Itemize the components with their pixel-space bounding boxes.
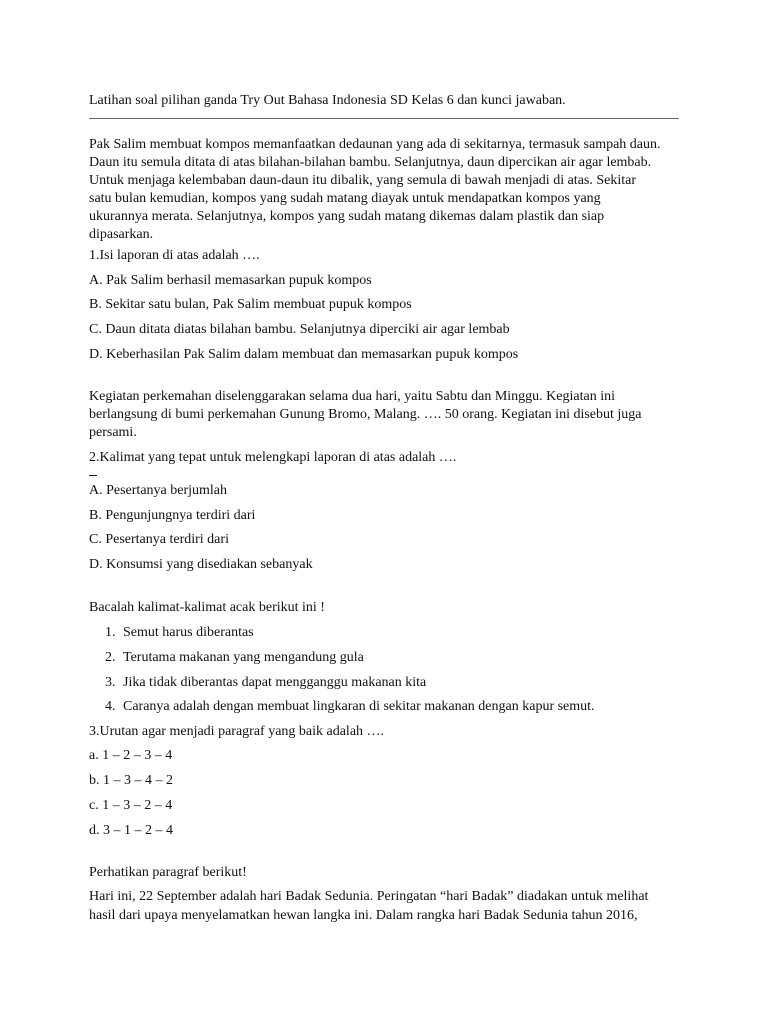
q3-option-b: b. 1 – 3 – 4 – 2 bbox=[89, 773, 173, 788]
sentence-number: 3. bbox=[105, 675, 116, 690]
q3-option-d: d. 3 – 1 – 2 – 4 bbox=[89, 823, 173, 838]
q2-option-d: D. Konsumsi yang disediakan sebanyak bbox=[89, 557, 313, 572]
passage-4-line: Hari ini, 22 September adalah hari Badak Sedunia. Peringatan “hari Badak” diadakan untuk melihat bbox=[89, 889, 649, 904]
q2-option-a: A. Pesertanya berjumlah bbox=[89, 483, 228, 498]
q3-option-c: c. 1 – 3 – 2 – 4 bbox=[89, 798, 173, 813]
q1-option-d: D. Keberhasilan Pak Salim dalam membuat dan memasarkan pupuk kompos bbox=[89, 347, 519, 362]
section-4-intro: Perhatikan paragraf berikut! bbox=[89, 865, 247, 880]
question-3: 3.Urutan agar menjadi paragraf yang baik adalah …. bbox=[89, 724, 385, 739]
question-2: 2.Kalimat yang tepat untuk melengkapi laporan di atas adalah …. bbox=[89, 450, 457, 465]
passage-2: Kegiatan perkemahan diselenggarakan selama dua hari, yaitu Sabtu dan Minggu. Kegiatan ini berlangsung di bumi perkemahan Gunung Bromo, Malang. …. 50 orang. Kegiatan ini disebut juga persami. bbox=[89, 389, 642, 440]
q3-option-a: a. 1 – 2 – 3 – 4 bbox=[89, 748, 173, 763]
sentence-number: 1. bbox=[105, 625, 116, 640]
passage-1: Pak Salim membuat kompos memanfaatkan dedaunan yang ada di sekitarnya, termasuk sampah daun. Daun itu semula ditata di atas bilahan-bilahan bambu. Selanjutnya, daun dipercikan air agar lembab. Untuk menjaga kelembaban daun-daun itu dibalik, yang semula di bawah menjadi di atas. Sekitar satu bulan kemudian, kompos yang sudah matang diayak untuk mendapatkan kompos yang ukurannya merata. Selanjutnya, kompos yang sudah matang dikemas dalam plastik dan siap dipasarkan. bbox=[89, 137, 661, 242]
sentence-number: 2. bbox=[105, 650, 116, 665]
sentence-text: Jika tidak diberantas dapat mengganggu makanan kita bbox=[123, 675, 427, 690]
sentence-text: Semut harus diberantas bbox=[123, 625, 254, 640]
q1-option-b: B. Sekitar satu bulan, Pak Salim membuat pupuk kompos bbox=[89, 297, 412, 312]
q1-option-c: C. Daun ditata diatas bilahan bambu. Selanjutnya diperciki air agar lembab bbox=[89, 322, 510, 337]
question-1: 1.Isi laporan di atas adalah …. bbox=[89, 248, 260, 263]
sentence-text: Caranya adalah dengan membuat lingkaran di sekitar makanan dengan kapur semut. bbox=[123, 699, 595, 714]
title-divider bbox=[89, 118, 679, 119]
sentence-number: 4. bbox=[105, 699, 116, 714]
section-3-intro: Bacalah kalimat-kalimat acak berikut ini ! bbox=[89, 600, 325, 615]
passage-4-line: hasil dari upaya menyelamatkan hewan langka ini. Dalam rangka hari Badak Sedunia tahun 2016, bbox=[89, 908, 638, 923]
q2-option-c: C. Pesertanya terdiri dari bbox=[89, 532, 229, 547]
sentence-text: Terutama makanan yang mengandung gula bbox=[123, 650, 364, 665]
q1-option-a: A. Pak Salim berhasil memasarkan pupuk kompos bbox=[89, 273, 372, 288]
stray-underline bbox=[89, 475, 97, 476]
document-title: Latihan soal pilihan ganda Try Out Bahasa Indonesia SD Kelas 6 dan kunci jawaban. bbox=[89, 93, 566, 108]
q2-option-b: B. Pengunjungnya terdiri dari bbox=[89, 508, 256, 523]
